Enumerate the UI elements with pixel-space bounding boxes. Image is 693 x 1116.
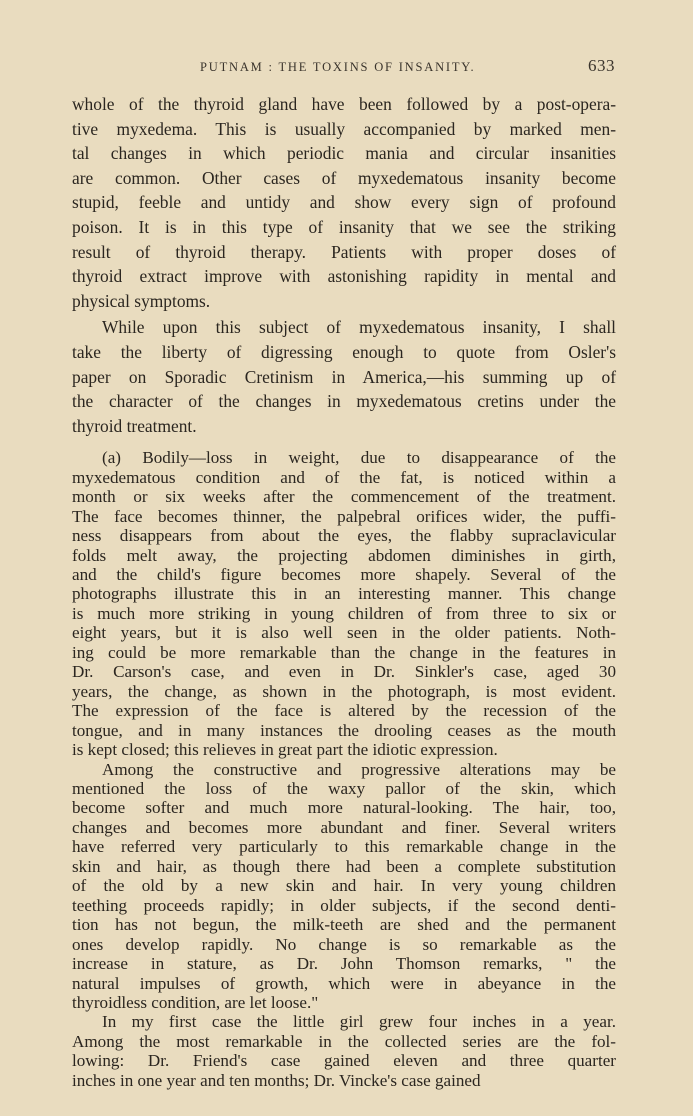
text-line: stupid, feeble and untidy and show every sign of profound	[72, 192, 616, 213]
page-header	[72, 52, 615, 84]
text-line: While upon this subject of myxedematous insanity, I shall	[102, 317, 616, 338]
text-line: changes and becomes more abundant and finer. Several writers	[72, 817, 616, 837]
text-line: tion has not begun, the milk-teeth are shed and the permanent	[72, 915, 616, 935]
body-text	[72, 92, 616, 1090]
text-line: tal changes in which periodic mania and circular insanities	[72, 143, 616, 164]
text-line: of the old by a new skin and hair. In very young children	[72, 876, 616, 896]
paragraph	[72, 760, 616, 1013]
paragraph	[72, 315, 616, 438]
text-line: are common. Other cases of myxedematous insanity become	[72, 167, 616, 188]
text-line: In my first case the little girl grew four inches in a year.	[102, 1012, 616, 1032]
text-line: month or six weeks after the commencement of the treatment.	[72, 487, 616, 507]
text-line: tongue, and in many instances the drooling ceases as the mouth	[72, 720, 616, 740]
text-line: eight years, but it is also well seen in the older patients. Noth-	[72, 623, 616, 643]
text-line: become softer and much more natural-looking. The hair, too,	[72, 798, 616, 818]
text-line: ness disappears from about the eyes, the flabby supraclavicular	[72, 526, 616, 546]
text-line: the character of the changes in myxedematous cretins under the	[72, 391, 616, 412]
text-line: photographs illustrate this in an interesting manner. This change	[72, 584, 616, 604]
text-line: whole of the thyroid gland have been followed by a post-opera-	[72, 94, 616, 114]
paragraph	[72, 448, 616, 759]
text-line: is much more striking in young children of from three to six or	[72, 603, 616, 623]
text-line: is kept closed; this relieves in great part the idiotic expression.	[72, 740, 498, 760]
text-line: result of thyroid therapy. Patients with proper doses of	[72, 241, 616, 262]
running-head: PUTNAM : THE TOXINS OF INSANITY.	[200, 60, 476, 74]
paragraph	[72, 1012, 616, 1090]
text-line: lowing: Dr. Friend's case gained eleven and three quarter	[72, 1051, 616, 1071]
text-line: The expression of the face is altered by the recession of the	[72, 701, 616, 721]
text-line: years, the change, as shown in the photograph, is most evident.	[72, 681, 616, 701]
text-line: take the liberty of digressing enough to quote from Osler's	[72, 341, 616, 362]
text-line: thyroid treatment.	[72, 415, 197, 436]
text-line: poison. It is in this type of insanity that we see the striking	[72, 216, 616, 237]
text-line: Among the most remarkable in the collected series are the fol-	[72, 1031, 616, 1051]
text-line: folds melt away, the projecting abdomen diminishes in girth,	[72, 545, 616, 565]
text-line: have referred very particularly to this remarkable change in the	[72, 837, 616, 857]
text-line: thyroidless condition, are let loose."	[72, 993, 319, 1012]
text-line: thyroid extract improve with astonishing rapidity in mental and	[72, 266, 616, 287]
text-line: tive myxedema. This is usually accompanied by marked men-	[72, 118, 616, 139]
text-line: Dr. Carson's case, and even in Dr. Sinkler's case, aged 30	[72, 662, 616, 682]
text-line: myxedematous condition and of the fat, is noticed within a	[72, 467, 616, 487]
text-line: skin and hair, as though there had been a complete substitution	[72, 856, 616, 876]
text-line: ing could be more remarkable than the change in the features in	[72, 642, 616, 662]
text-line: and the child's figure becomes more shapely. Several of the	[72, 565, 616, 585]
text-line: ones develop rapidly. No change is so remarkable as the	[72, 934, 616, 954]
text-line: physical symptoms.	[72, 290, 211, 311]
text-line: increase in stature, as Dr. John Thomson remarks, " the	[72, 954, 616, 974]
text-line: (a) Bodily—loss in weight, due to disappearance of the	[102, 448, 616, 468]
text-line: paper on Sporadic Cretinism in America,—his summing up of	[72, 366, 616, 387]
text-line: The face becomes thinner, the palpebral orifices wider, the puffi-	[72, 506, 616, 526]
text-line: inches in one year and ten months; Dr. Vincke's case gained	[72, 1070, 481, 1090]
text-line: Among the constructive and progressive alterations may be	[102, 759, 616, 779]
text-line: mentioned the loss of the waxy pallor of the skin, which	[72, 779, 616, 799]
text-line: natural impulses of growth, which were in abeyance in the	[72, 973, 616, 993]
text-line: teething proceeds rapidly; in older subjects, if the second denti-	[72, 895, 616, 915]
paragraph	[72, 92, 616, 313]
page-number: 633	[588, 56, 615, 75]
